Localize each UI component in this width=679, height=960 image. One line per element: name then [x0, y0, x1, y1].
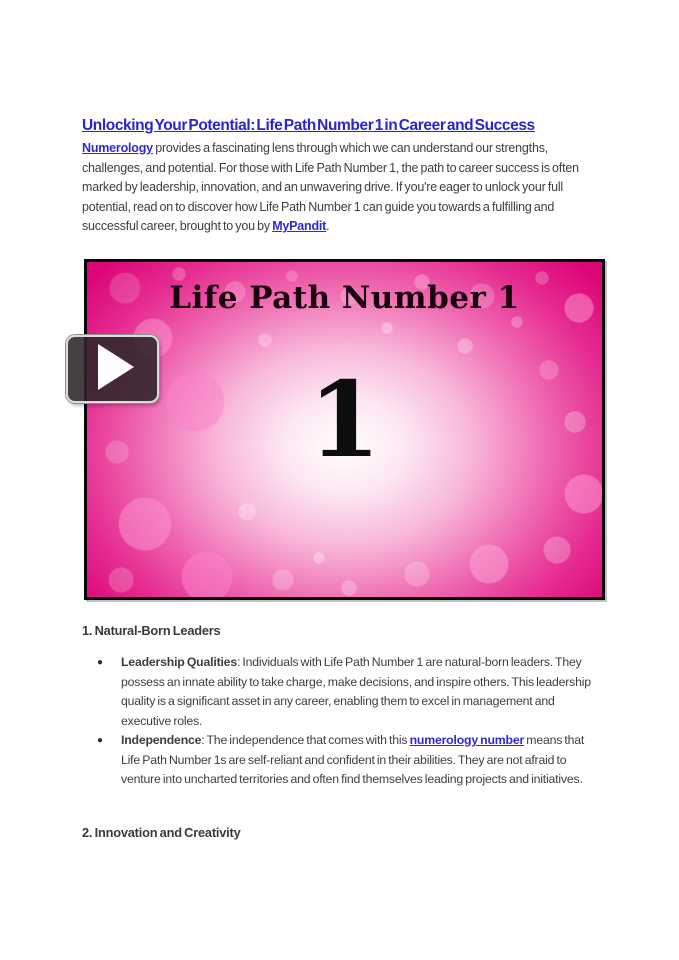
page-title: [82, 101, 535, 138]
video-number: 1: [308, 358, 381, 481]
play-button[interactable]: [66, 335, 159, 403]
bullet-label-independence: Independence: [121, 733, 202, 747]
bullet-icon: ●: [97, 735, 103, 746]
play-icon: [98, 344, 134, 390]
video-thumbnail[interactable]: [84, 259, 605, 600]
list-item: [82, 653, 599, 731]
bullet-icon: ●: [97, 657, 103, 668]
mypandit-link[interactable]: MyPandit: [272, 219, 327, 234]
leaders-bullet-list: [82, 653, 599, 790]
list-item: [82, 731, 599, 790]
intro-text-2: .: [326, 219, 330, 234]
bullet-text: : Individuals with Life Path Number 1 are natural-born leaders. They possess an innate ability to take charge, make decisions, and inspire others. This leadership quality is a significant asset in any career, enabling them to excel in management and executive roles.: [121, 655, 591, 728]
section-heading-innovation-creativity: 2. Innovation and Creativity: [82, 825, 241, 840]
thumbnail-background: [87, 262, 602, 597]
numerology-link[interactable]: Numerology: [82, 141, 153, 155]
intro-paragraph: [82, 139, 592, 237]
numerology-number-link[interactable]: numerology number: [409, 733, 525, 747]
article-title-link[interactable]: Unlocking Your Potential: Life Path Number 1 in Career and Success: [82, 117, 535, 134]
bullet-label-leadership-qualities: Leadership Qualities: [121, 655, 237, 669]
intro-text-1: provides a fascinating lens through which we can understand our strengths, challenges, and potential. For those with Life Path Number 1, the path to career success is often marked by leadership, innovation, and an unwavering drive. If you're eager to unlock your full potential, read on to discover how Life Path Number 1 can guide you towards a fulfilling and successful career, brought to you by: [82, 141, 579, 234]
video-title: Life Path Number 1: [169, 280, 520, 316]
section-heading-natural-born-leaders: 1. Natural-Born Leaders: [82, 623, 221, 638]
bullet-text-after-link: means that Life Path Number 1s are self-reliant and confident in their abilities. They are not afraid to venture into uncharted territories and often find themselves leading projects and initiatives.: [121, 733, 585, 786]
bullet-text-before-link: : The independence that comes with this: [201, 733, 410, 747]
